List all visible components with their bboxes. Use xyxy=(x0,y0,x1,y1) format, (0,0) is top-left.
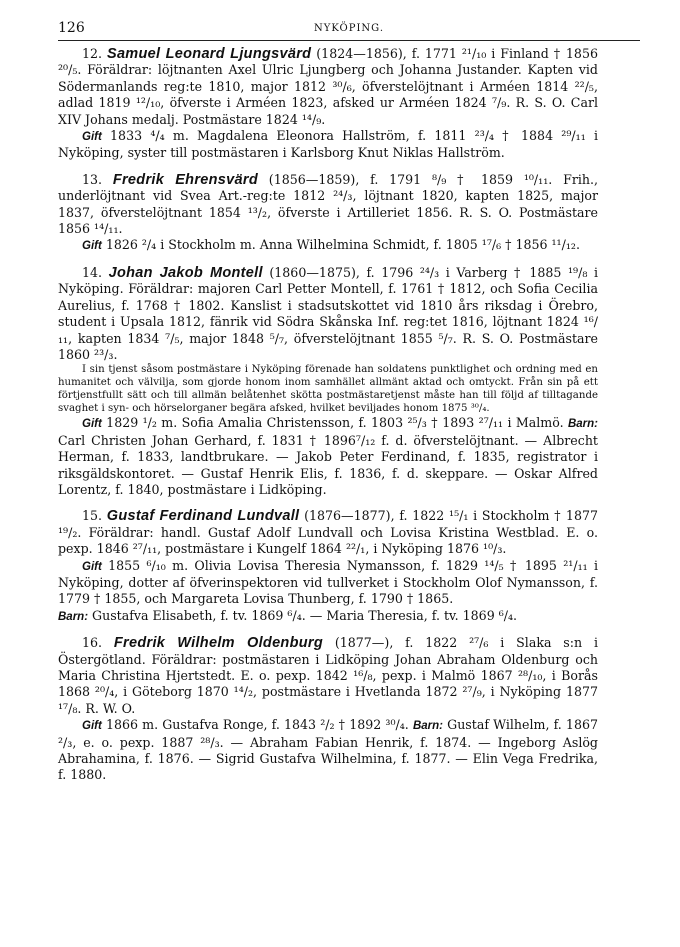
bio-text: (1860—1875), f. 1796 ²⁴/₃ i Varberg † 1885 ¹⁹/₈ i Nyköping. Föräldrar: majoren Carl Petter Montell, f. 1761 † 1812, och Sofia Cecilia Aurelius, f. 1768 † 1802. Kanslist i stadsutskottet vid 1810 års riksdag i Örebro, student i Upsala 1812, fänrik vid Södra Skånska Inf. reg:tet 1816, löjtnant 1824 ¹⁶/₁₁, kapten 1834 ⁷/₅, major 1848 ⁵/₇, öfverstelöjtnant 1855 ⁵/₇. R. S. O. Postmästare 1860 ²³/₃. xyxy=(58,264,598,362)
entry-number: 12. xyxy=(82,46,107,61)
entry-number: 14. xyxy=(82,264,109,280)
marriage-text: 1866 m. Gustafva Ronge, f. 1843 ²/₂ † 1892 ³⁰/₄. xyxy=(101,717,409,733)
marriage-text: 1833 ⁴/₄ m. Magdalena Eleonora Hallström, f. 1811 ²³/₄ † 1884 ²⁹/₁₁ i Nyköping, syster till postmästaren i Karlsborg Knut Niklas Hallström. xyxy=(58,128,598,161)
entry-14 xyxy=(58,265,598,498)
document-body xyxy=(58,46,598,794)
person-name: Fredrik Wilhelm Oldenburg xyxy=(113,635,324,652)
entry-12 xyxy=(58,46,598,162)
entry-marriage xyxy=(58,717,598,784)
entry-marriage xyxy=(58,237,598,254)
marriage-text: 1829 ¹/₂ m. Sofia Amalia Christensson, f. 1803 ²⁵/₃ † 1893 ²⁷/₁₁ i Malmö. xyxy=(101,415,564,431)
gift-label: Gift xyxy=(82,418,102,431)
page-number: 126 xyxy=(58,20,85,36)
entry-13 xyxy=(58,172,598,255)
marriage-text: 1855 ⁶/₁₀ m. Olivia Lovisa Theresia Nymansson, f. 1829 ¹⁴/₅ † 1895 ²¹/₁₁ i Nyköping, dotter af öfverinspektoren vid tullverket i Stockholm Olof Nymansson, f. 1779 † 1855, och Margareta Lovisa Thunberg, f. 1790 † 1865. xyxy=(58,557,598,607)
children-label: Barn: xyxy=(412,720,443,733)
page-header xyxy=(58,18,640,41)
children-label: Barn: xyxy=(567,418,598,431)
entry-marriage xyxy=(58,558,598,608)
person-name: Johan Jakob Montell xyxy=(108,264,263,281)
gift-label: Gift xyxy=(82,720,102,733)
entry-15 xyxy=(58,508,598,625)
bio-text: (1824—1856), f. 1771 ²¹/₁₀ i Finland † 1856 ²⁰/₅. Föräldrar: löjtnanten Axel Ulric Ljungberg och Johanna Justander. Kapten vid Södermanlands reg:te 1810, major 1812 ³⁰/₆, öfverstelöjtnant i Arméen 1814 ²²/₅, adlad 1819 ¹²/₁₀, öfverste i Arméen 1823, afsked ur Arméen 1824 ⁷/₉. R. S. O. Carl XIV Johans medalj. Postmästare 1824 ¹⁴/₉. xyxy=(58,46,598,127)
bio-text: (1876—1877), f. 1822 ¹⁵/₁ i Stockholm † 1877 ¹⁹/₂. Föräldrar: handl. Gustaf Adolf Lundvall och Lovisa Kristina Westblad. E. o. pexp. 1846 ²⁷/₁₁, postmästare i Kungelf 1864 ²²/₁, i Nyköping 1876 ¹⁰/₃. xyxy=(58,508,598,557)
entry-number: 15. xyxy=(82,508,107,524)
entry-bio xyxy=(58,265,598,363)
person-name: Samuel Leonard Ljungsvärd xyxy=(106,46,312,62)
person-name: Gustaf Ferdinand Lundvall xyxy=(106,508,300,525)
gift-label: Gift xyxy=(82,560,102,573)
children-text: Gustafva Elisabeth, f. tv. 1869 ⁶/₄. — Maria Theresia, f. tv. 1869 ⁶/₄. xyxy=(88,607,518,623)
entry-note: I sin tjenst såsom postmästare i Nyköping förenade han soldatens punktlighet och ordning med en humanitet och välvilja, som gjorde honom inom samhället allmänt aktad och omtyckt. Från sin på ett förtjenstfullt sätt och till allmän belåtenhet skötta postmästaretjenst måste han till följd af tilltagande svaghet i syn- och hörselorganer begära afsked, hvilket beviljades honom 1875 ³⁰/₄. xyxy=(58,364,598,415)
entry-bio xyxy=(58,46,598,128)
entry-bio xyxy=(58,635,598,717)
running-title: NYKÖPING. xyxy=(314,23,384,34)
entry-number: 16. xyxy=(82,635,114,651)
entry-marriage xyxy=(58,128,598,162)
entry-marriage xyxy=(58,415,598,498)
marriage-text: 1826 ²/₄ i Stockholm m. Anna Wilhelmina Schmidt, f. 1805 ¹⁷/₆ † 1856 ¹¹/₁₂. xyxy=(101,237,580,253)
entry-bio xyxy=(58,508,598,557)
entry-16 xyxy=(58,635,598,784)
children-text: Carl Christen Johan Gerhard, f. 1831 † 1896⁷/₁₂ f. d. öfverstelöjtnant. — Albrecht Herman, f. 1833, landtbrukare. — Jakob Peter Ferdinand, f. 1835, registrator i riksgäldskontoret. — Gustaf Henrik Elis, f. 1836, f. d. skeppare. — Oskar Alfred Lorentz, f. 1840, postmästare i Lidköping. xyxy=(58,432,598,497)
gift-label: Gift xyxy=(82,240,102,253)
entry-bio xyxy=(58,172,598,238)
entry-number: 13. xyxy=(82,171,113,187)
bio-text: (1856—1859), f. 1791 ⁸/₉ † 1859 ¹⁰/₁₁. Frih., underlöjtnant vid Svea Art.-reg:te 1812 ²⁴/₃, löjtnant 1820, kapten 1825, major 1837, öfverstelöjtnant 1854 ¹³/₂, öfverste i Artilleriet 1856. R. S. O. Postmästare 1856 ¹⁴/₁₁. xyxy=(58,171,598,237)
children-text: Gustaf Wilhelm, f. 1867 ²/₃, e. o. pexp. 1887 ²⁸/₃. — Abraham Fabian Henrik, f. 1874. — Ingeborg Aslög Abrahamina, f. 1876. — Sigrid Gustafva Wilhelmina, f. 1877. — Elin Vega Fredrika, f. 1880. xyxy=(58,717,598,783)
person-name: Fredrik Ehrensvärd xyxy=(112,171,258,188)
bio-text: (1877—), f. 1822 ²⁷/₆ i Slaka s:n i Östergötland. Föräldrar: postmästaren i Lidköping Johan Abraham Oldenburg och Maria Christina Hjertstedt. E. o. pexp. 1842 ¹⁶/₈, pexp. i Malmö 1867 ²⁸/₁₀, i Borås 1868 ²⁰/₄, i Göteborg 1870 ¹⁴/₂, postmästare i Hvetlanda 1872 ²⁷/₉, i Nyköping 1877 ¹⁷/₈. R. W. O. xyxy=(58,635,598,716)
children-label: Barn: xyxy=(58,610,89,623)
gift-label: Gift xyxy=(82,131,102,144)
entry-children xyxy=(58,608,598,625)
